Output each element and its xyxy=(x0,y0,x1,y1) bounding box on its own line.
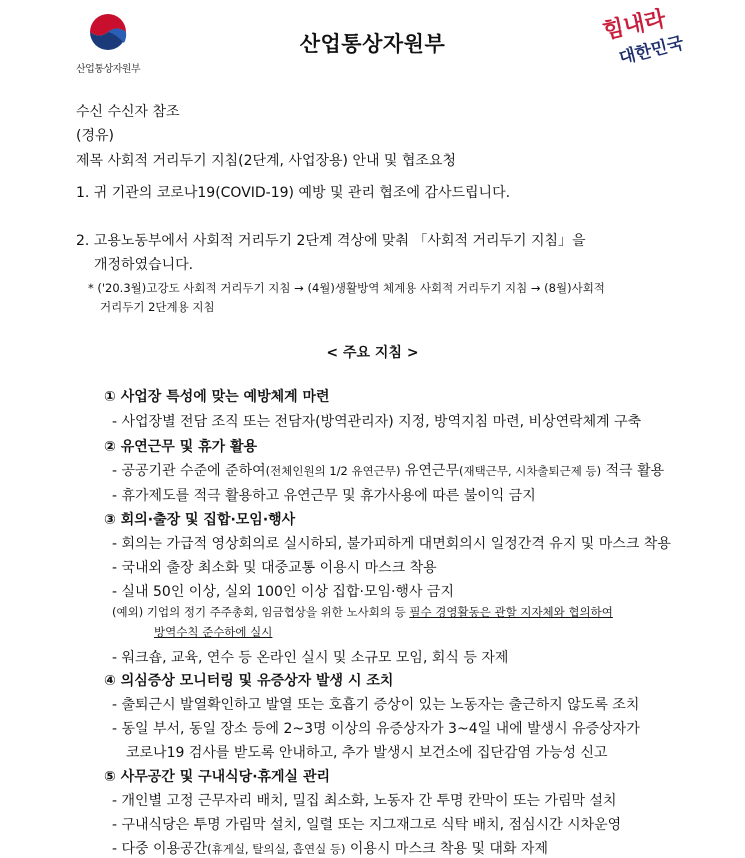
guideline-3-item-3: - 실내 50인 이상, 실외 100인 이상 집합·모임·행사 금지 xyxy=(112,584,454,600)
subject-line: 제목 사회적 거리두기 지침(2단계, 사업장용) 안내 및 협조요청 xyxy=(76,153,457,169)
via-line: (경유) xyxy=(76,128,114,144)
guideline-4-item-2-line2: 코로나19 검사를 받도록 안내하고, 추가 발생시 보건소에 집단감염 가능성 신고 xyxy=(126,745,608,761)
guideline-2-title: ② 유연근무 및 휴가 활용 xyxy=(104,439,258,455)
guideline-2-item-1: - 공공기관 수준에 준하여(전체인원의 1/2 유연근무) 유연근무(재택근무, 시차출퇴근제 등) 적극 활용 xyxy=(112,463,665,479)
guideline-3-title: ③ 회의·출장 및 집합·모임·행사 xyxy=(104,512,296,528)
guideline-3-exception-line1: (예외) 기업의 정기 주주총회, 임금협상을 위한 노사회의 등 필수 경영활동은 관할 지자체와 협의하여 xyxy=(112,605,613,619)
slogan-line2: 대한민국 xyxy=(617,33,686,69)
recipient-line: 수신 수신자 참조 xyxy=(76,104,180,120)
guideline-3-item-2: - 국내외 출장 최소화 및 대중교통 이용시 마스크 착용 xyxy=(112,560,437,576)
paragraph-2-line2: 개정하였습니다. xyxy=(94,257,194,273)
guideline-4-item-1: - 출퇴근시 발열확인하고 발열 또는 호흡기 증상이 있는 노동자는 출근하지 않도록 조치 xyxy=(112,697,640,713)
guideline-5-title: ⑤ 사무공간 및 구내식당·휴게실 관리 xyxy=(104,769,331,785)
slogan-line1: 힘내라 xyxy=(600,5,669,45)
ministry-logo-text: 산업통상자원부 xyxy=(76,64,141,75)
guideline-2-item-2: - 휴가제도를 적극 활용하고 유연근무 및 휴가사용에 따른 불이익 금지 xyxy=(112,488,536,504)
guideline-5-item-2: - 구내식당은 투명 가림막 설치, 일렬 또는 지그재그로 식탁 배치, 점심시간 시차운영 xyxy=(112,817,622,833)
page-title: 산업통상자원부 xyxy=(299,32,446,56)
history-note-line1: * ('20.3월)고강도 사회적 거리두기 지침 → (4월)생활방역 체계용 사회적 거리두기 지침 → (8월)사회적 xyxy=(88,281,605,295)
guideline-1-title: ① 사업장 특성에 맞는 예방체계 마련 xyxy=(104,389,330,405)
paragraph-1: 1. 귀 기관의 코로나19(COVID-19) 예방 및 관리 협조에 감사드립니다. xyxy=(76,185,511,201)
history-note-line2: 거리두기 2단계용 지침 xyxy=(100,300,215,314)
section-heading: < 주요 지침 > xyxy=(326,345,419,361)
slogan-logo xyxy=(600,5,686,76)
guideline-3-exception-line2: 방역수칙 준수하에 실시 xyxy=(154,625,273,639)
paragraph-2-line1: 2. 고용노동부에서 사회적 거리두기 2단계 격상에 맞춰 「사회적 거리두기 지침」을 xyxy=(76,233,586,249)
guideline-1-item-1: - 사업장별 전담 조직 또는 전담자(방역관리자) 지정, 방역지침 마련, 비상연락체계 구축 xyxy=(112,414,642,430)
guideline-3-item-4: - 워크숍, 교육, 연수 등 온라인 실시 및 소규모 모임, 회식 등 자제 xyxy=(112,650,509,666)
guideline-4-item-2-line1: - 동일 부서, 동일 장소 등에 2~3명 이상의 유증상자가 3~4일 내에 발생시 유증상자가 xyxy=(112,721,640,737)
guideline-4-title: ④ 의심증상 모니터링 및 유증상자 발생 시 조치 xyxy=(104,673,394,689)
guideline-5-item-1: - 개인별 고정 근무자리 배치, 밀집 최소화, 노동자 간 투명 칸막이 또는 가림막 설치 xyxy=(112,793,617,809)
guideline-5-item-3: - 다중 이용공간(휴게실, 탈의실, 흡연실 등) 이용시 마스크 착용 및 대화 자제 xyxy=(112,841,548,857)
guideline-3-item-1: - 회의는 가급적 영상회의로 실시하되, 불가피하게 대면회의시 일정간격 유지 및 마스크 착용 xyxy=(112,536,671,552)
